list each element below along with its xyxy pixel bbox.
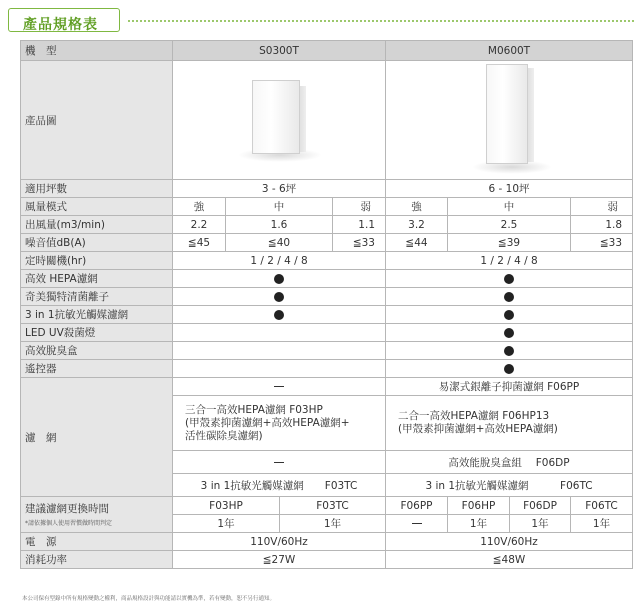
fan-mode-a-low: 弱 [333,198,386,216]
title-bar [4,4,636,36]
timer-a: 1 / 2 / 4 / 8 [173,252,386,270]
replace-b-time-4: 1年 [571,515,633,533]
replace-b-code-3: F06DP [510,497,571,515]
uv-row [21,324,633,342]
filter-b-line4: 3 in 1抗敏光觸媒濾網 F06TC [386,474,633,497]
filter-label: 濾 網 [21,378,173,497]
ion-a-dot [274,292,284,302]
uv-a-empty [173,324,386,342]
replace-a-time-2: 1年 [280,515,386,533]
replace-label: 建議濾網更換時間 [25,503,109,515]
photocat-a-dot [274,310,284,320]
ion-b-dot [504,292,514,302]
remote-label: 遙控器 [21,360,173,378]
filter-b-line2 [386,396,633,451]
purifier-m0600t-image [464,64,554,174]
fan-mode-b-low: 弱 [571,198,633,216]
replace-sublabel: *請依據個人使用習慣做時間判定 [25,520,113,527]
photocat-label: 3 in 1抗敏光觸媒濾網 [21,306,173,324]
consumption-b: ≦48W [386,551,633,569]
fan-mode-b-mid: 中 [448,198,571,216]
replace-b-code-1: F06PP [386,497,448,515]
replace-code-row [21,497,633,515]
remote-row [21,360,633,378]
airflow-a-mid: 1.6 [226,216,333,234]
fan-mode-row [21,198,633,216]
filter-row-1 [21,378,633,396]
power-row [21,533,633,551]
coverage-row [21,180,633,198]
title-divider [128,20,634,22]
replace-b-time-2: 1年 [448,515,510,533]
footnote: 本公司保有型錄中所有規格變動之權利，商品規格設計與功能請以實機為準，若有變動，恕不另行通知。 [22,596,276,602]
coverage-a: 3 - 6坪 [173,180,386,198]
purifier-s0300t-image [234,76,324,162]
noise-b-mid: ≦39 [448,234,571,252]
replace-b-code-2: F06HP [448,497,510,515]
filter-a-line2-detail1: (甲殼素抑菌濾網+高效HEPA濾網+ [185,416,350,429]
filter-a-line2 [173,396,386,451]
photocat-b-dot [504,310,514,320]
ion-label: 奇美獨特清菌離子 [21,288,173,306]
hepa-b-dot [504,274,514,284]
replace-label-cell [21,497,173,533]
noise-a-low: ≦33 [333,234,386,252]
remote-a-empty [173,360,386,378]
fan-mode-a-mid: 中 [226,198,333,216]
filter-a-line3-dash [274,462,284,463]
header-label: 機 型 [21,41,173,61]
replace-a-code-1: F03HP [173,497,280,515]
remote-b-dot [504,364,514,374]
replace-a-time-1: 1年 [173,515,280,533]
noise-b-low: ≦33 [571,234,633,252]
replace-b-time-3: 1年 [510,515,571,533]
power-a: 110V/60Hz [173,533,386,551]
noise-a-high: ≦45 [173,234,226,252]
filter-a-line4: 3 in 1抗敏光觸媒濾網 F03TC [173,474,386,497]
product-image-b [386,61,633,180]
uv-label: LED UV殺菌燈 [21,324,173,342]
image-label: 產品圖 [21,61,173,180]
consumption-label: 消耗功率 [21,551,173,569]
consumption-row [21,551,633,569]
noise-b-high: ≦44 [386,234,448,252]
airflow-b-high: 3.2 [386,216,448,234]
airflow-b-mid: 2.5 [448,216,571,234]
filter-b-line2-detail: (甲殼素抑菌濾網+高效HEPA濾網) [398,423,558,435]
image-row [21,61,633,180]
coverage-label: 適用坪數 [21,180,173,198]
ion-row [21,288,633,306]
deodor-label: 高效脫臭盒 [21,342,173,360]
timer-label: 定時關機(hr) [21,252,173,270]
filter-b-line2-title: 二合一高效HEPA濾網 F06HP13 [398,410,550,422]
deodor-row [21,342,633,360]
fan-mode-b-high: 強 [386,198,448,216]
consumption-a: ≦27W [173,551,386,569]
filter-a-line2-title: 三合一高效HEPA濾網 F03HP [185,403,323,416]
model-a-name: S0300T [173,41,386,61]
power-label: 電 源 [21,533,173,551]
replace-b-time-1-dash [412,523,422,524]
coverage-b: 6 - 10坪 [386,180,633,198]
airflow-a-low: 1.1 [333,216,386,234]
airflow-a-high: 2.2 [173,216,226,234]
page-title: 產品規格表 [23,17,98,33]
hepa-label: 高效 HEPA濾網 [21,270,173,288]
product-image-a [173,61,386,180]
hepa-row [21,270,633,288]
fan-mode-label: 風量模式 [21,198,173,216]
airflow-row [21,216,633,234]
deodor-a-empty [173,342,386,360]
timer-row [21,252,633,270]
uv-b-dot [504,328,514,338]
airflow-b-low: 1.8 [571,216,633,234]
timer-b: 1 / 2 / 4 / 8 [386,252,633,270]
filter-b-line1: 易潔式銀離子抑菌濾網 F06PP [386,378,633,396]
noise-label: 噪音值dB(A) [21,234,173,252]
replace-a-code-2: F03TC [280,497,386,515]
filter-a-line1-dash [274,386,284,387]
model-b-name: M0600T [386,41,633,61]
spec-table [20,40,633,569]
noise-a-mid: ≦40 [226,234,333,252]
title-box [8,8,120,32]
filter-b-line3: 高效能脫臭盒組 F06DP [386,451,633,474]
replace-b-code-4: F06TC [571,497,633,515]
photocat-row [21,306,633,324]
hepa-a-dot [274,274,284,284]
airflow-label: 出風量(m3/min) [21,216,173,234]
header-row [21,41,633,61]
noise-row [21,234,633,252]
deodor-b-dot [504,346,514,356]
fan-mode-a-high: 強 [173,198,226,216]
power-b: 110V/60Hz [386,533,633,551]
filter-a-line2-detail2: 活性碳除臭濾網) [185,429,263,442]
